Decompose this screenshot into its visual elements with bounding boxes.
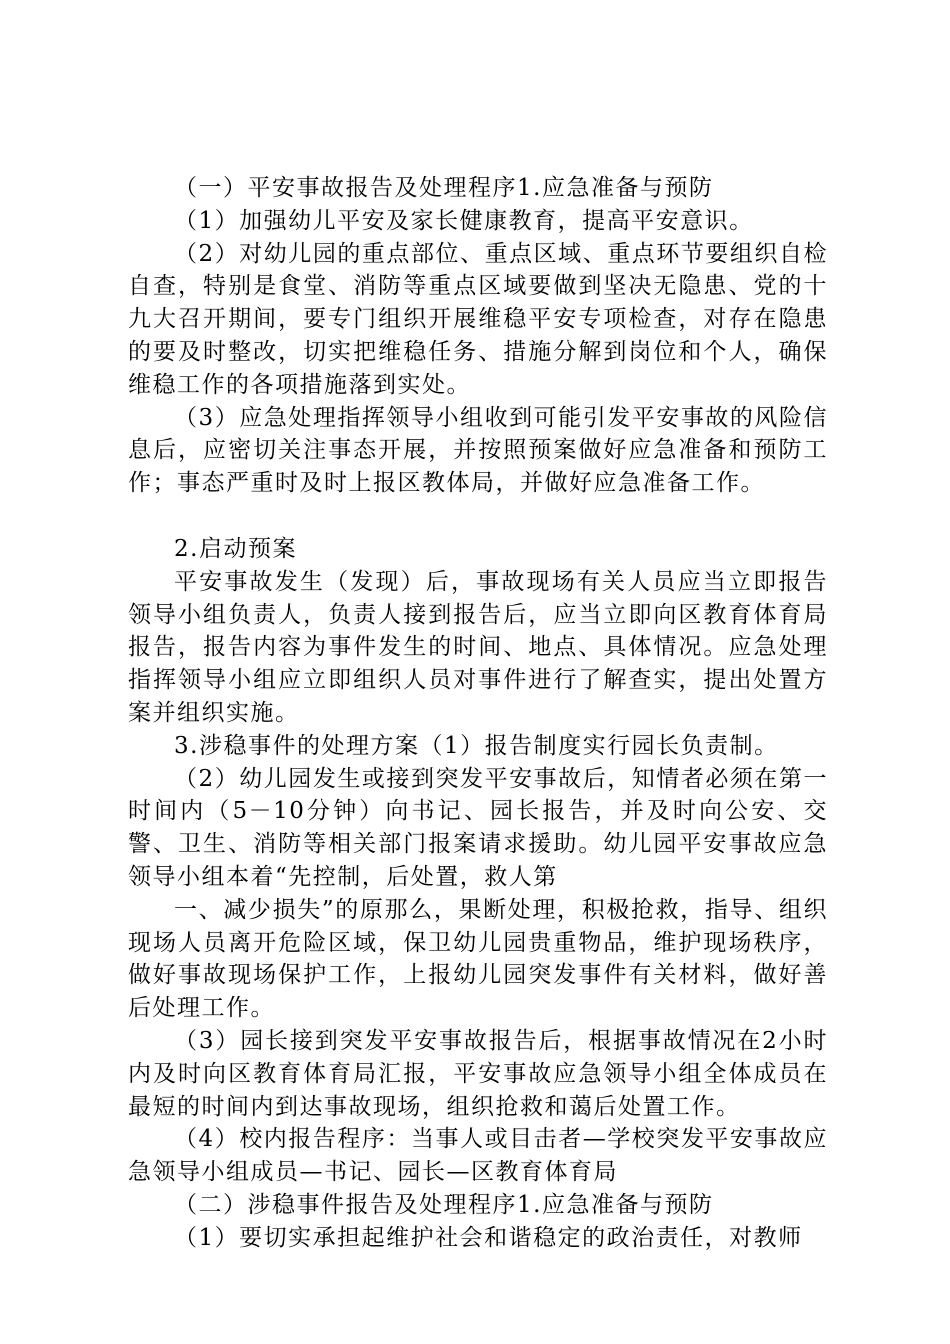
- paragraph-item-2: （2）对幼儿园的重点部位、重点区域、重点环节要组织自检自查，特别是食堂、消防等重点区域要做到坚决无隐患、党的十九大召开期间，要专门组织开展维稳平安专项检查，对存在隐患的要及时整改，切实把维稳任务、措施分解到岗位和个人，确保维稳工作的各项措施落到实处。: [128, 240, 828, 398]
- paragraph-stability-heading: （二）涉稳事件报告及处理程序1.应急准备与预防: [174, 1191, 714, 1218]
- paragraph-stability-item-1: （1）要切实承担起维护社会和谐稳定的政治责任，对教师: [174, 1224, 803, 1251]
- document-body: [128, 172, 828, 1255]
- paragraph-start-plan-body: 平安事故发生（发现）后，事故现场有关人员应当立即报告领导小组负责人，负责人接到报告后，应当立即向区教育体育局报告，报告内容为事件发生的时间、地点、具体情况。应急处理指挥领导小组应立即组织人员对事件进行了解查实，提出处置方案并组织实施。: [128, 568, 828, 726]
- paragraph-spacer: [128, 500, 828, 533]
- paragraph-safety-heading: （一）平安事故报告及处理程序1.应急准备与预防: [174, 175, 714, 201]
- paragraph-item-3: （3）应急处理指挥领导小组收到可能引发平安事故的风险信息后，应密切关注事态开展，并按照预案做好应急准备和预防工作；事态严重时及时上报区教体局，并做好应急准备工作。: [128, 404, 828, 497]
- paragraph-start-plan-heading: 2.启动预案: [174, 535, 297, 562]
- paragraph-handling-plan-heading: 3.涉稳事件的处理方案（1）报告制度实行园长负责制。: [174, 732, 779, 759]
- paragraph-handling-item-2-cont: 一、减少损失”的原那么，果断处理，积极抢救，指导、组织现场人员离开危险区域，保卫幼儿园贵重物品，维护现场秩序，做好事故现场保护工作，上报幼儿园突发事件有关材料，做好善后处理工作。: [128, 896, 828, 1022]
- paragraph-handling-item-2: （2）幼儿园发生或接到突发平安事故后，知情者必须在第一时间内（5－10分钟）向书记、园长报告，并及时向公安、交警、卫生、消防等相关部门报案请求援助。幼儿园平安事故应急领导小组本着“先控制，后处置，救人第: [128, 765, 828, 890]
- paragraph-handling-item-3: （3）园长接到突发平安事故报告后，根据事故情况在2小时内及时向区教育体育局汇报，平安事故应急领导小组全体成员在最短的时间内到达事故现场，组织抢救和蔼后处置工作。: [128, 1027, 828, 1120]
- paragraph-item-1: （1）加强幼儿平安及家长健康教育，提高平安意识。: [174, 207, 754, 234]
- paragraph-handling-item-4: （4）校内报告程序：当事人或目击者—学校突发平安事故应急领导小组成员—书记、园长—区教育体育局: [128, 1126, 828, 1186]
